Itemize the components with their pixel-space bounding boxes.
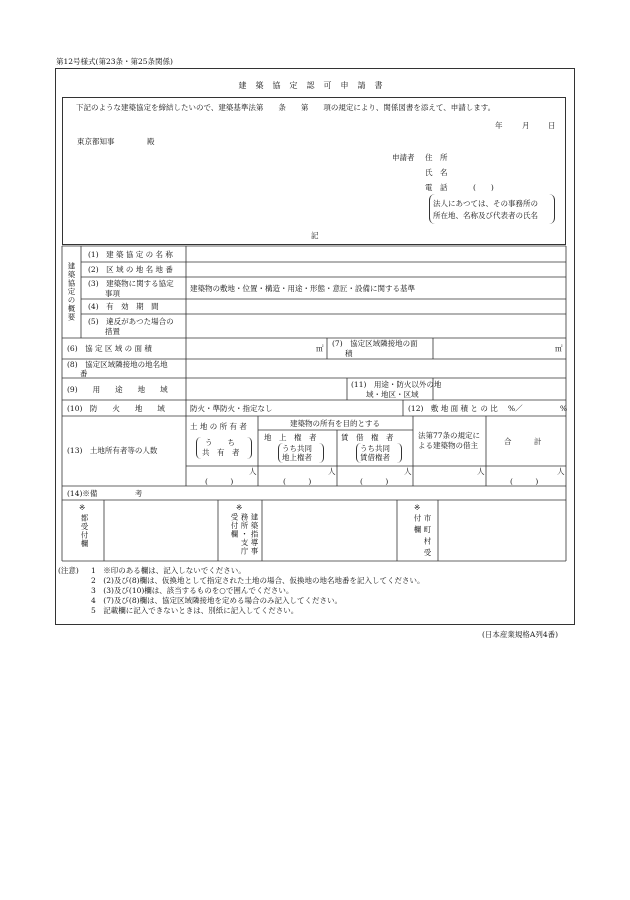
item1-label: (1) 建 築 協 定 の 名 称 <box>88 250 173 259</box>
item7-label-a: (7) 協定区域隣接地の面 <box>332 339 418 348</box>
addressee-honorific: 殿 <box>147 137 155 146</box>
form-title: 建築協定認可申請書 <box>238 81 392 90</box>
date-month: 月 <box>522 121 530 130</box>
applicant-label: 申請者 <box>392 153 415 162</box>
art77-header-2: よる建築物の借主 <box>418 441 478 450</box>
lease-sub-2: 賃借権者 <box>360 453 390 462</box>
item4-label: (4) 有 効 期 間 <box>88 302 159 311</box>
item5-label-b: 措置 <box>105 327 120 336</box>
item11-label-a: (11) 用途・防火以外の地 <box>351 380 442 389</box>
total-header: 合 計 <box>504 437 542 446</box>
item3-label-a: (3) 建築物に関する協定 <box>88 279 174 288</box>
office-reception-label-a: 建築指導事務所・支庁 <box>240 513 259 556</box>
applicant-name-label: 氏 名 <box>425 168 448 177</box>
item9-label: (9) 用 途 地 域 <box>67 385 168 394</box>
item7-label-b: 積 <box>345 349 353 358</box>
count-owner-parens: ( ) <box>205 477 234 486</box>
office-reception-label-b: 受付欄 <box>230 513 239 539</box>
item3-label-b: 事項 <box>105 289 120 298</box>
office-reception-mark: ※ <box>236 503 243 512</box>
count-total-unit: 人 <box>557 467 565 476</box>
owner-sub-1: う ち <box>205 438 235 447</box>
item2-label: (2) 区 域 の 地 名 地 番 <box>88 265 173 274</box>
item8-label-a: (8) 協定区域隣接地の地名地 <box>67 360 168 369</box>
owner-sub-2: 共 有 者 <box>202 448 240 457</box>
item6-unit: ㎡ <box>316 344 324 353</box>
item13-label: (13) 土地所有者等の人数 <box>67 446 158 455</box>
footer-standard: (日本産業規格A列4番) <box>482 630 559 639</box>
corp-note-line2: 所在地、名称及び代表者の氏名 <box>433 211 538 220</box>
applicant-address-label: 住 所 <box>425 153 448 162</box>
item7-unit: ㎡ <box>555 344 563 353</box>
city-reception-label: 市町村受付欄 <box>413 514 432 560</box>
count-lease-parens: ( ) <box>360 477 389 486</box>
surface-right-header: 地 上 権 者 <box>264 433 317 442</box>
lease-sub-1: うち共同 <box>360 444 390 453</box>
item14-label: (14)※備 考 <box>67 489 143 498</box>
owner-header: 土 地 の 所 有 者 <box>190 422 247 431</box>
count-lease-unit: 人 <box>404 467 412 476</box>
applicant-phone-label: 電 話 <box>425 183 448 192</box>
applicant-phone-parens: ( ) <box>473 183 494 192</box>
addressee-name: 東京都知事 <box>77 137 115 146</box>
note-5: 5 記載欄に記入できないときは、別紙に記入してください。 <box>91 606 299 615</box>
ki-marker: 記 <box>311 231 319 240</box>
lease-right-header: 賃 借 権 者 <box>341 433 394 442</box>
note-2: 2 (2)及び(8)欄は、仮換地として指定された土地の場合、仮換地の地名地番を記入してください。 <box>91 576 425 585</box>
date-day: 日 <box>548 121 556 130</box>
summary-group-label: 建築協定の概要 <box>67 262 76 322</box>
note-1: 1 ※印のある欄は、記入しないでください。 <box>91 566 246 575</box>
form-number-label: 第12号様式(第23条・第25条関係) <box>56 57 173 66</box>
item12-value-1: %／ <box>508 404 523 413</box>
item12-value-2: % <box>560 404 568 413</box>
item11-label-b: 域・地区・区域 <box>366 390 419 399</box>
item10-label: (10) 防 火 地 域 <box>67 404 165 413</box>
surface-sub-2: 地上権者 <box>282 453 312 462</box>
note-3: 3 (3)及び(10)欄は、該当するものを○で囲んでください。 <box>91 586 294 595</box>
count-surface-parens: ( ) <box>283 477 312 486</box>
metro-reception-label: 都受付欄 <box>80 514 89 548</box>
item10-value: 防火・準防火・指定なし <box>190 404 273 413</box>
count-art77-unit: 人 <box>477 467 485 476</box>
count-surface-unit: 人 <box>328 467 336 476</box>
item3-value: 建築物の敷地・位置・構造・用途・形態・意匠・設備に関する基準 <box>190 284 415 293</box>
purpose-header: 建築物の所有を目的とする <box>290 419 380 428</box>
item5-label-a: (5) 違反があつた場合の <box>88 317 174 326</box>
corp-note-line1: 法人にあつては、その事務所の <box>433 199 538 208</box>
metro-reception-mark: ※ <box>79 503 86 512</box>
surface-sub-1: うち共同 <box>282 444 312 453</box>
intro-text: 下記のような建築協定を締結したいので、建築基準法第 条 第 項の規定により、関係図書を添えて、申請します。 <box>76 103 496 112</box>
date-year: 年 <box>495 121 503 130</box>
item6-label: (6) 協 定 区 域 の 面 積 <box>67 344 152 353</box>
count-total-parens: ( ) <box>510 477 539 486</box>
notes-label: (注意) <box>58 566 79 575</box>
city-reception-mark: ※ <box>414 503 421 512</box>
item8-label-b: 番 <box>80 369 88 378</box>
count-owner-unit: 人 <box>249 467 257 476</box>
item12-label: (12) 敷 地 面 積 と の 比 <box>408 404 498 413</box>
note-4: 4 (7)及び(8)欄は、協定区域隣接地を定める場合のみ記入してください。 <box>91 596 343 605</box>
art77-header-1: 法第77条の規定に <box>418 431 481 440</box>
